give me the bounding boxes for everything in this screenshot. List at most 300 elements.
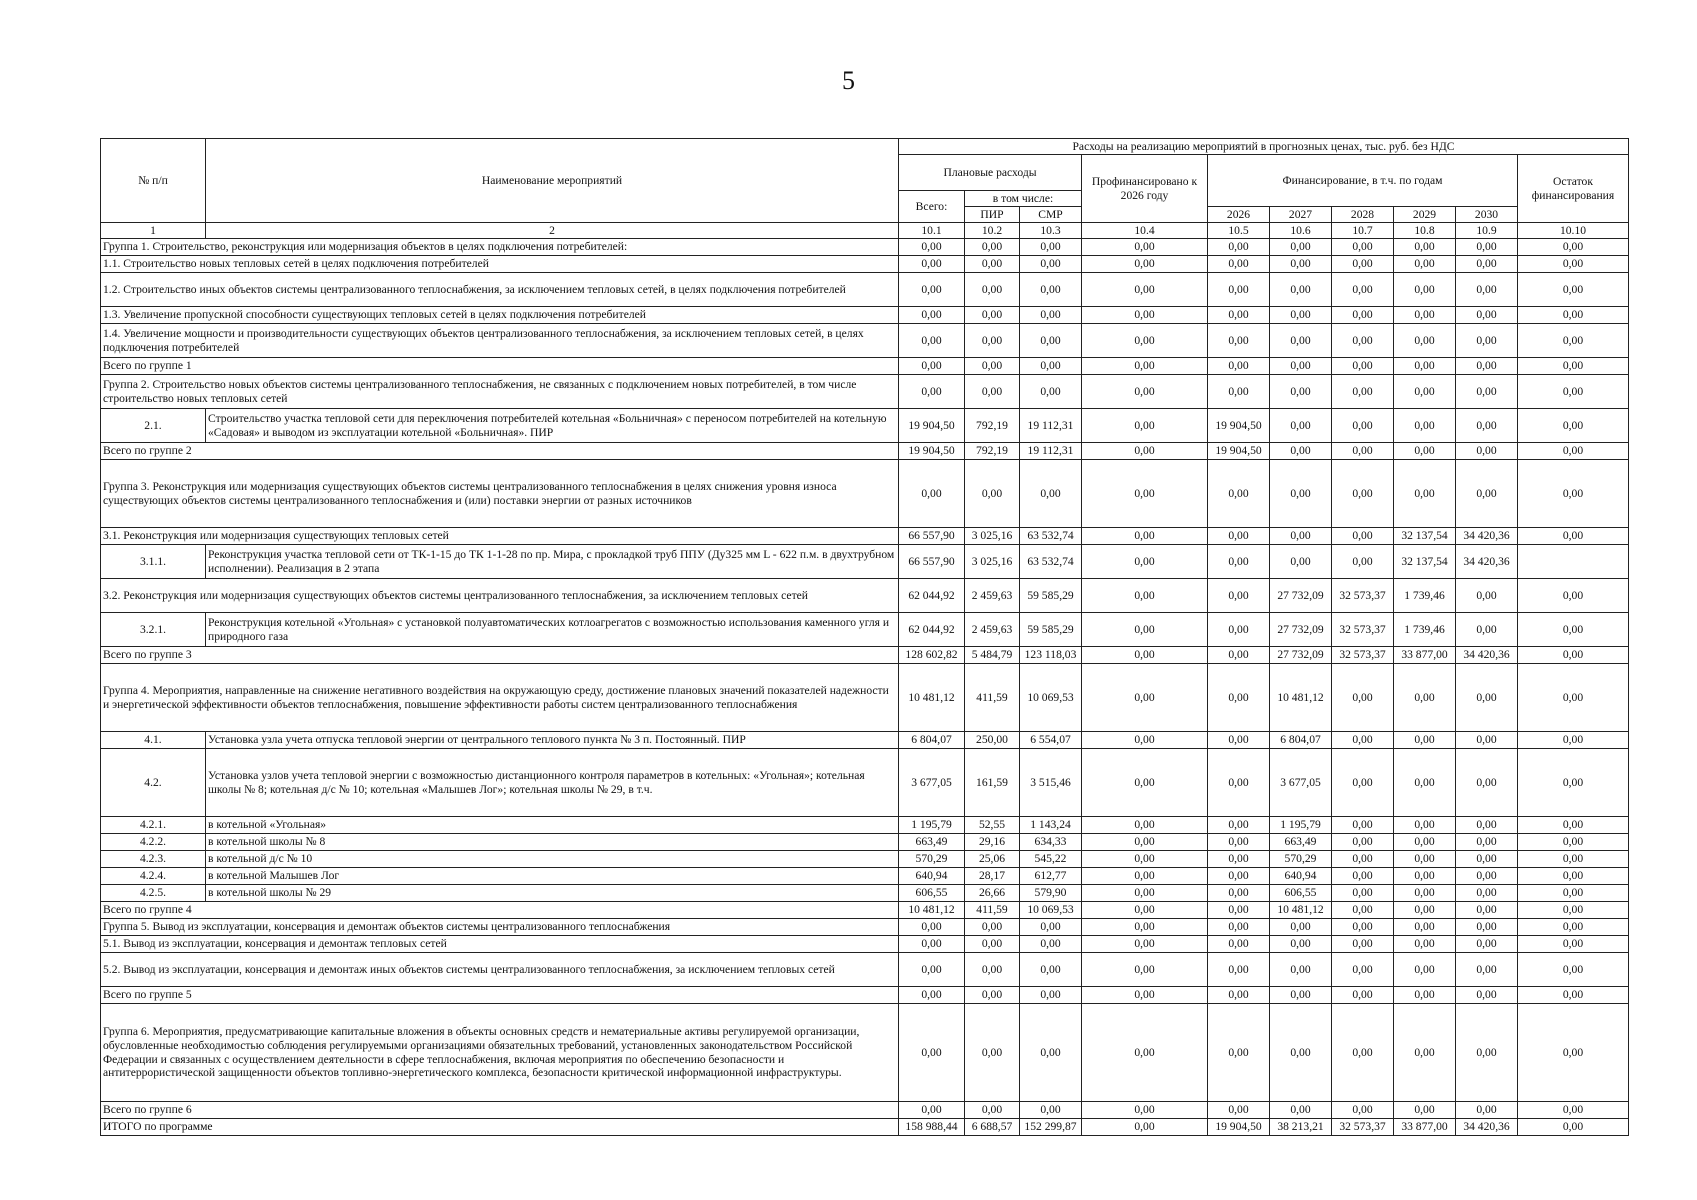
value-cell: 0,00 (1020, 936, 1082, 953)
value-cell: 0,00 (1082, 732, 1208, 749)
value-cell: 0,00 (1332, 1102, 1394, 1119)
value-cell: 0,00 (1456, 868, 1518, 885)
value-cell: 161,59 (965, 749, 1020, 817)
value-cell: 0,00 (1394, 902, 1456, 919)
value-cell: 0,00 (1518, 613, 1629, 647)
value-cell: 19 112,31 (1020, 409, 1082, 443)
row-number: 2.1. (101, 409, 206, 443)
value-cell: 663,49 (1270, 834, 1332, 851)
value-cell: 0,00 (1208, 664, 1270, 732)
value-cell: 0,00 (1456, 834, 1518, 851)
value-cell: 0,00 (1208, 1102, 1270, 1119)
table-row (101, 358, 1629, 375)
value-cell: 0,00 (965, 239, 1020, 256)
value-cell: 0,00 (965, 358, 1020, 375)
row-name: ИТОГО по программе (101, 1119, 899, 1136)
value-cell: 29,16 (965, 834, 1020, 851)
row-name: Группа 2. Строительство новых объектов системы централизованного теплоснабжения, не связанных с подключением новых потребителей, в том числе строительство новых тепловых сетей (101, 375, 899, 409)
row-name: в котельной школы № 29 (206, 885, 899, 902)
value-cell: 0,00 (1270, 953, 1332, 987)
value-cell: 606,55 (899, 885, 965, 902)
table-row (101, 732, 1629, 749)
value-cell: 66 557,90 (899, 528, 965, 545)
value-cell: 0,00 (1270, 443, 1332, 460)
row-name: 3.1. Реконструкция или модернизация существующих тепловых сетей (101, 528, 899, 545)
value-cell: 0,00 (1394, 851, 1456, 868)
column-number: 10.6 (1270, 223, 1332, 239)
value-cell: 0,00 (1332, 817, 1394, 834)
value-cell: 0,00 (1518, 460, 1629, 528)
value-cell: 0,00 (899, 953, 965, 987)
value-cell: 0,00 (1270, 460, 1332, 528)
row-name: Группа 4. Мероприятия, направленные на снижение негативного воздействия на окружающую среду, достижение плановых значений показателей надежности и энергетической эффективности объектов теплоснабжения, повышение эффективности работы систем централизованного теплоснабжения (101, 664, 899, 732)
value-cell: 0,00 (965, 987, 1020, 1004)
value-cell: 0,00 (1082, 936, 1208, 953)
header-year: 2030 (1456, 207, 1518, 223)
value-cell: 0,00 (1020, 307, 1082, 324)
table-row (101, 545, 1629, 579)
value-cell: 0,00 (1208, 936, 1270, 953)
value-cell: 62 044,92 (899, 613, 965, 647)
value-cell: 0,00 (1270, 307, 1332, 324)
value-cell: 0,00 (1082, 885, 1208, 902)
value-cell: 0,00 (1208, 613, 1270, 647)
value-cell: 0,00 (1456, 460, 1518, 528)
value-cell: 32 573,37 (1332, 579, 1394, 613)
value-cell: 3 025,16 (965, 545, 1020, 579)
value-cell: 0,00 (1456, 1102, 1518, 1119)
value-cell: 63 532,74 (1020, 545, 1082, 579)
value-cell: 634,33 (1020, 834, 1082, 851)
value-cell: 33 877,00 (1394, 647, 1456, 664)
value-cell: 0,00 (1208, 273, 1270, 307)
value-cell: 0,00 (1332, 528, 1394, 545)
value-cell: 0,00 (1518, 749, 1629, 817)
value-cell: 0,00 (1518, 902, 1629, 919)
value-cell: 0,00 (1518, 868, 1629, 885)
value-cell: 0,00 (1394, 1102, 1456, 1119)
value-cell: 32 137,54 (1394, 545, 1456, 579)
table-row (101, 273, 1629, 307)
value-cell: 0,00 (899, 358, 965, 375)
value-cell: 34 420,36 (1456, 545, 1518, 579)
value-cell: 10 481,12 (1270, 902, 1332, 919)
value-cell: 0,00 (1518, 987, 1629, 1004)
table-row (101, 817, 1629, 834)
row-name: Строительство участка тепловой сети для переключения потребителей котельная «Больничная» с переносом потребителей на котельную «Садовая» и выводом из эксплуатации котельной «Больничная». ПИР (206, 409, 899, 443)
value-cell: 0,00 (1394, 358, 1456, 375)
expenses-table (100, 138, 1629, 1136)
value-cell: 0,00 (899, 239, 965, 256)
table-body (101, 239, 1629, 1136)
table-row (101, 375, 1629, 409)
row-name: Всего по группе 3 (101, 647, 899, 664)
column-numbers-row (101, 223, 1629, 239)
header-year: 2028 (1332, 207, 1394, 223)
header-year: 2029 (1394, 207, 1456, 223)
value-cell: 62 044,92 (899, 579, 965, 613)
value-cell: 19 904,50 (899, 409, 965, 443)
table-row (101, 613, 1629, 647)
value-cell: 0,00 (1208, 528, 1270, 545)
value-cell: 0,00 (1270, 256, 1332, 273)
value-cell: 0,00 (1332, 239, 1394, 256)
value-cell: 63 532,74 (1020, 528, 1082, 545)
value-cell: 0,00 (1456, 375, 1518, 409)
value-cell: 6 804,07 (899, 732, 965, 749)
value-cell: 0,00 (965, 375, 1020, 409)
value-cell: 0,00 (1518, 1119, 1629, 1136)
header-financed: Профинансировано к 2026 году (1082, 155, 1208, 223)
table-row (101, 902, 1629, 919)
value-cell: 52,55 (965, 817, 1020, 834)
value-cell: 0,00 (899, 256, 965, 273)
column-number: 10.3 (1020, 223, 1082, 239)
value-cell: 0,00 (1332, 409, 1394, 443)
row-name: в котельной д/с № 10 (206, 851, 899, 868)
value-cell: 0,00 (1332, 460, 1394, 528)
value-cell: 0,00 (1456, 613, 1518, 647)
value-cell: 32 573,37 (1332, 613, 1394, 647)
value-cell: 0,00 (1208, 885, 1270, 902)
table-row (101, 851, 1629, 868)
value-cell: 0,00 (1518, 1004, 1629, 1102)
row-name: Всего по группе 5 (101, 987, 899, 1004)
table-row (101, 664, 1629, 732)
value-cell: 3 677,05 (899, 749, 965, 817)
value-cell: 0,00 (1394, 834, 1456, 851)
value-cell: 0,00 (1456, 324, 1518, 358)
table-row (101, 528, 1629, 545)
value-cell: 0,00 (1270, 409, 1332, 443)
value-cell: 0,00 (1208, 732, 1270, 749)
value-cell: 0,00 (1332, 545, 1394, 579)
value-cell: 10 069,53 (1020, 902, 1082, 919)
value-cell: 0,00 (1332, 885, 1394, 902)
header-including: в том числе: (965, 191, 1082, 207)
row-name: Группа 1. Строительство, реконструкция или модернизация объектов в целях подключения потребителей: (101, 239, 899, 256)
value-cell: 6 804,07 (1270, 732, 1332, 749)
value-cell: 1 739,46 (1394, 613, 1456, 647)
value-cell: 0,00 (1208, 953, 1270, 987)
value-cell: 25,06 (965, 851, 1020, 868)
value-cell: 0,00 (899, 987, 965, 1004)
value-cell: 0,00 (1456, 579, 1518, 613)
value-cell: 0,00 (1082, 868, 1208, 885)
value-cell: 0,00 (1082, 443, 1208, 460)
value-cell: 0,00 (965, 307, 1020, 324)
value-cell: 0,00 (1082, 307, 1208, 324)
value-cell: 0,00 (1394, 749, 1456, 817)
header-pir: ПИР (965, 207, 1020, 223)
value-cell: 0,00 (1394, 409, 1456, 443)
value-cell: 0,00 (1394, 936, 1456, 953)
value-cell: 0,00 (1394, 443, 1456, 460)
value-cell: 0,00 (1332, 732, 1394, 749)
value-cell: 0,00 (1456, 1004, 1518, 1102)
value-cell: 0,00 (1332, 324, 1394, 358)
value-cell: 0,00 (1456, 664, 1518, 732)
value-cell: 0,00 (1082, 409, 1208, 443)
value-cell: 0,00 (1394, 375, 1456, 409)
value-cell: 0,00 (1518, 528, 1629, 545)
value-cell: 0,00 (1020, 987, 1082, 1004)
value-cell: 0,00 (1208, 460, 1270, 528)
header-year: 2026 (1208, 207, 1270, 223)
row-name: 1.4. Увеличение мощности и производительности существующих объектов централизованного теплоснабжения, за исключением тепловых сетей, в целях подключения потребителей (101, 324, 899, 358)
table-row (101, 919, 1629, 936)
header-name: Наименование мероприятий (206, 139, 899, 223)
value-cell: 0,00 (1518, 936, 1629, 953)
row-name: 5.2. Вывод из эксплуатации, консервация и демонтаж иных объектов системы централизованного теплоснабжения, за исключением тепловых сетей (101, 953, 899, 987)
value-cell: 0,00 (1456, 902, 1518, 919)
value-cell: 0,00 (1456, 936, 1518, 953)
table-row (101, 307, 1629, 324)
value-cell: 0,00 (1270, 936, 1332, 953)
table-row (101, 239, 1629, 256)
value-cell: 0,00 (1082, 647, 1208, 664)
value-cell: 0,00 (1270, 987, 1332, 1004)
value-cell: 0,00 (1270, 1004, 1332, 1102)
header-financing-years: Финансирование, в т.ч. по годам (1208, 155, 1518, 207)
row-name: Всего по группе 4 (101, 902, 899, 919)
value-cell: 0,00 (1082, 460, 1208, 528)
value-cell: 250,00 (965, 732, 1020, 749)
value-cell: 0,00 (1020, 358, 1082, 375)
value-cell: 0,00 (1082, 987, 1208, 1004)
value-cell: 59 585,29 (1020, 579, 1082, 613)
value-cell: 0,00 (899, 936, 965, 953)
value-cell: 0,00 (1082, 851, 1208, 868)
row-name: Установка узла учета отпуска тепловой энергии от центрального теплового пункта № 3 п. Постоянный. ПИР (206, 732, 899, 749)
value-cell: 0,00 (899, 1004, 965, 1102)
value-cell: 0,00 (1518, 324, 1629, 358)
value-cell: 0,00 (1082, 239, 1208, 256)
row-name: 1.2. Строительство иных объектов системы централизованного теплоснабжения, за исключением тепловых сетей, в целях подключения потребителей (101, 273, 899, 307)
value-cell: 0,00 (1518, 732, 1629, 749)
row-name: 1.3. Увеличение пропускной способности существующих тепловых сетей в целях подключения потребителей (101, 307, 899, 324)
value-cell: 0,00 (1208, 851, 1270, 868)
value-cell: 0,00 (1082, 256, 1208, 273)
value-cell: 27 732,09 (1270, 579, 1332, 613)
row-name: в котельной «Угольная» (206, 817, 899, 834)
value-cell: 0,00 (1270, 528, 1332, 545)
value-cell: 0,00 (1394, 307, 1456, 324)
value-cell: 0,00 (1208, 579, 1270, 613)
value-cell: 10 481,12 (899, 664, 965, 732)
value-cell: 0,00 (1332, 936, 1394, 953)
value-cell: 0,00 (1518, 443, 1629, 460)
value-cell: 0,00 (1332, 1004, 1394, 1102)
value-cell: 0,00 (1518, 817, 1629, 834)
table-row (101, 1102, 1629, 1119)
value-cell: 0,00 (1208, 902, 1270, 919)
table-row (101, 579, 1629, 613)
value-cell: 32 573,37 (1332, 647, 1394, 664)
value-cell: 19 904,50 (1208, 443, 1270, 460)
row-name: Реконструкция котельной «Угольная» с установкой полуавтоматических котлоагрегатов с возможностью использования каменного угля и природного газа (206, 613, 899, 647)
value-cell: 663,49 (899, 834, 965, 851)
value-cell: 0,00 (1020, 324, 1082, 358)
value-cell: 792,19 (965, 409, 1020, 443)
value-cell: 0,00 (1208, 1004, 1270, 1102)
table-row (101, 1119, 1629, 1136)
column-number: 2 (206, 223, 899, 239)
value-cell: 158 988,44 (899, 1119, 965, 1136)
value-cell: 0,00 (1082, 324, 1208, 358)
value-cell: 0,00 (1332, 443, 1394, 460)
value-cell: 411,59 (965, 902, 1020, 919)
value-cell: 0,00 (1394, 273, 1456, 307)
value-cell: 0,00 (1332, 902, 1394, 919)
value-cell: 0,00 (1332, 749, 1394, 817)
value-cell: 0,00 (1456, 919, 1518, 936)
table-row (101, 460, 1629, 528)
table-row (101, 885, 1629, 902)
value-cell: 0,00 (1270, 375, 1332, 409)
value-cell: 26,66 (965, 885, 1020, 902)
value-cell: 0,00 (1332, 834, 1394, 851)
value-cell: 0,00 (1082, 273, 1208, 307)
value-cell: 0,00 (1332, 358, 1394, 375)
value-cell: 0,00 (1518, 647, 1629, 664)
value-cell: 0,00 (899, 460, 965, 528)
column-number: 10.10 (1518, 223, 1629, 239)
value-cell: 1 195,79 (1270, 817, 1332, 834)
value-cell: 0,00 (1332, 987, 1394, 1004)
row-number: 4.1. (101, 732, 206, 749)
value-cell: 0,00 (1394, 919, 1456, 936)
value-cell: 0,00 (1456, 817, 1518, 834)
header-planned: Плановые расходы (899, 155, 1082, 191)
value-cell: 0,00 (1082, 1004, 1208, 1102)
value-cell: 0,00 (965, 1004, 1020, 1102)
page-number: 5 (842, 66, 855, 95)
value-cell: 28,17 (965, 868, 1020, 885)
value-cell: 0,00 (1332, 919, 1394, 936)
value-cell: 2 459,63 (965, 613, 1020, 647)
row-name: Всего по группе 2 (101, 443, 899, 460)
value-cell: 0,00 (1518, 239, 1629, 256)
row-number: 4.2.2. (101, 834, 206, 851)
value-cell: 10 069,53 (1020, 664, 1082, 732)
header-year: 2027 (1270, 207, 1332, 223)
value-cell: 66 557,90 (899, 545, 965, 579)
value-cell: 0,00 (1208, 868, 1270, 885)
value-cell: 0,00 (1208, 307, 1270, 324)
value-cell: 0,00 (1082, 375, 1208, 409)
column-number: 10.1 (899, 223, 965, 239)
value-cell: 0,00 (1082, 1119, 1208, 1136)
value-cell: 0,00 (1208, 987, 1270, 1004)
value-cell: 640,94 (899, 868, 965, 885)
value-cell: 33 877,00 (1394, 1119, 1456, 1136)
header-total: Всего: (899, 191, 965, 223)
row-name: Группа 5. Вывод из эксплуатации, консервация и демонтаж объектов системы централизованного теплоснабжения (101, 919, 899, 936)
value-cell: 10 481,12 (899, 902, 965, 919)
value-cell: 545,22 (1020, 851, 1082, 868)
value-cell: 0,00 (1456, 987, 1518, 1004)
value-cell: 0,00 (1518, 953, 1629, 987)
table-row (101, 868, 1629, 885)
value-cell: 0,00 (1208, 239, 1270, 256)
value-cell: 0,00 (1020, 1102, 1082, 1119)
value-cell: 0,00 (1456, 307, 1518, 324)
value-cell: 0,00 (1082, 749, 1208, 817)
value-cell: 640,94 (1270, 868, 1332, 885)
value-cell (1518, 545, 1629, 579)
value-cell: 0,00 (1456, 885, 1518, 902)
value-cell: 0,00 (1082, 579, 1208, 613)
value-cell: 0,00 (1082, 817, 1208, 834)
value-cell: 0,00 (1020, 273, 1082, 307)
value-cell: 0,00 (1208, 749, 1270, 817)
value-cell: 0,00 (1332, 664, 1394, 732)
value-cell: 0,00 (1394, 885, 1456, 902)
header-expenses-title: Расходы на реализацию мероприятий в прогнозных ценах, тыс. руб. без НДС (899, 139, 1629, 155)
value-cell: 0,00 (1082, 953, 1208, 987)
value-cell: 0,00 (1518, 919, 1629, 936)
value-cell: 0,00 (899, 273, 965, 307)
value-cell: 0,00 (1208, 647, 1270, 664)
value-cell: 0,00 (1332, 953, 1394, 987)
value-cell: 0,00 (1394, 817, 1456, 834)
value-cell: 0,00 (1020, 460, 1082, 528)
value-cell: 0,00 (1020, 953, 1082, 987)
value-cell: 0,00 (1394, 953, 1456, 987)
row-number: 4.2.4. (101, 868, 206, 885)
value-cell: 0,00 (1394, 732, 1456, 749)
value-cell: 19 904,50 (899, 443, 965, 460)
row-name: 1.1. Строительство новых тепловых сетей в целях подключения потребителей (101, 256, 899, 273)
value-cell: 0,00 (1332, 273, 1394, 307)
value-cell: 1 195,79 (899, 817, 965, 834)
value-cell: 792,19 (965, 443, 1020, 460)
row-number: 4.2.5. (101, 885, 206, 902)
column-number: 10.7 (1332, 223, 1394, 239)
value-cell: 0,00 (1208, 358, 1270, 375)
value-cell: 612,77 (1020, 868, 1082, 885)
value-cell: 0,00 (1208, 324, 1270, 358)
value-cell: 0,00 (965, 324, 1020, 358)
value-cell: 0,00 (1270, 545, 1332, 579)
value-cell: 0,00 (1456, 409, 1518, 443)
value-cell: 0,00 (1518, 885, 1629, 902)
value-cell: 5 484,79 (965, 647, 1020, 664)
value-cell: 0,00 (1518, 834, 1629, 851)
value-cell: 0,00 (1394, 239, 1456, 256)
value-cell: 0,00 (1082, 1102, 1208, 1119)
value-cell: 0,00 (1208, 834, 1270, 851)
table-row (101, 1004, 1629, 1102)
value-cell: 0,00 (899, 375, 965, 409)
value-cell: 0,00 (1394, 324, 1456, 358)
value-cell: 0,00 (1082, 358, 1208, 375)
value-cell: 6 554,07 (1020, 732, 1082, 749)
value-cell: 0,00 (1082, 919, 1208, 936)
value-cell: 32 137,54 (1394, 528, 1456, 545)
column-number: 10.8 (1394, 223, 1456, 239)
table-row (101, 324, 1629, 358)
column-number: 10.4 (1082, 223, 1208, 239)
value-cell: 0,00 (1208, 817, 1270, 834)
value-cell: 0,00 (1270, 358, 1332, 375)
value-cell: 0,00 (1456, 358, 1518, 375)
value-cell: 0,00 (1020, 239, 1082, 256)
row-number: 3.1.1. (101, 545, 206, 579)
value-cell: 0,00 (1394, 256, 1456, 273)
value-cell: 0,00 (1082, 545, 1208, 579)
